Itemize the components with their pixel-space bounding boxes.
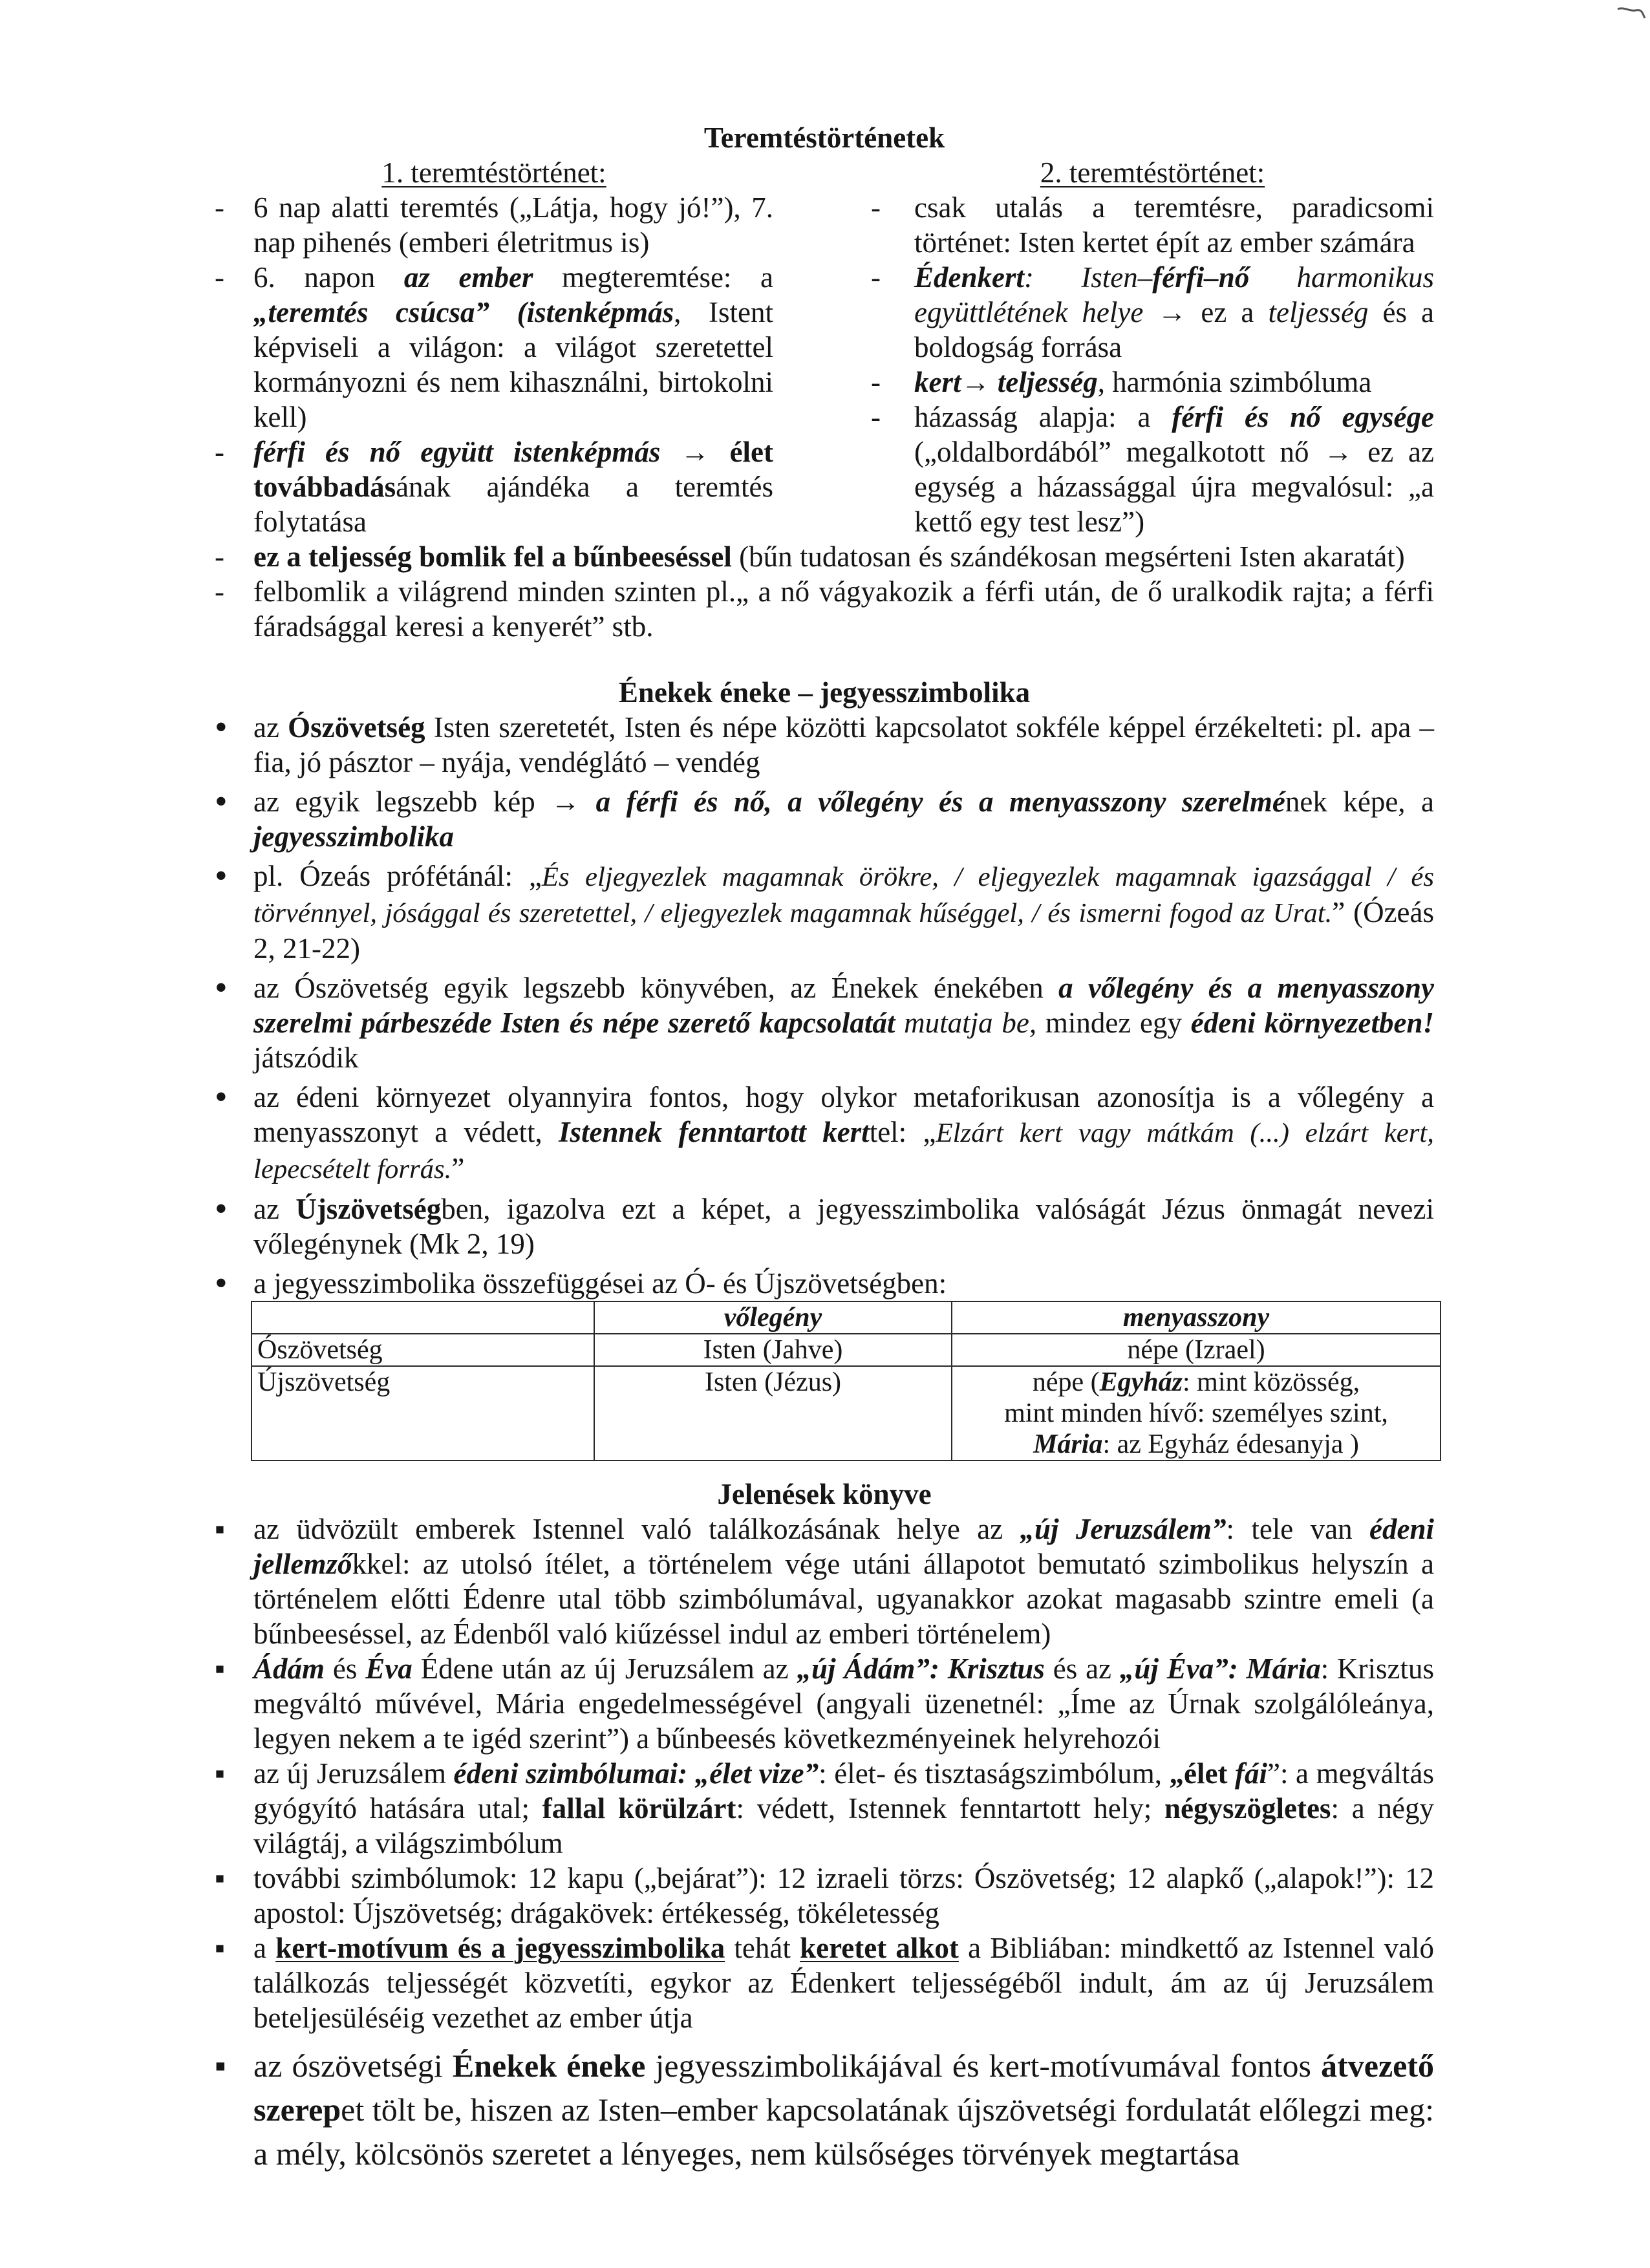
text-run: Elzárt kert vagy mátkám (...) elzárt kert, lepecsételt forrás. xyxy=(253,1118,1434,1184)
creation-stories xyxy=(215,155,1434,539)
bullet-marker: • xyxy=(215,707,228,747)
text-run: az üdvözült emberek Istennel való találkozásának helye az xyxy=(253,1513,1020,1545)
bullet-marker: - xyxy=(215,261,224,294)
text-run: csak utalás a teremtésre, paradicsomi történet: Isten kertet épít az ember számára xyxy=(914,191,1434,259)
text-run: kkel: az utolsó ítélet, a történelem vége utáni állapotot bemutató szimbolikus helyszín a történelem előtti Édenre utal több szimbólumával, ugyanakkor azokat magasabb szintre emeli (a bűnbeeséssel, az Édenből való kiűzéssel indul az emberi történelem) xyxy=(253,1548,1434,1650)
list-item xyxy=(215,1512,1434,1651)
text-run: , harmónia szimbóluma xyxy=(1097,366,1372,398)
list-item-text xyxy=(253,1081,1434,1184)
text-run: jegyesszimbolika xyxy=(253,820,454,853)
text-run: „élet vize” xyxy=(694,1757,819,1790)
list-item-text xyxy=(914,366,1371,398)
text-run: az édeni környezet olyannyira fontos, hogy olykor metaforikusan azonosítja is a vőlegény a menyasszonyt a védett, xyxy=(253,1081,1434,1148)
bullet-marker: • xyxy=(215,782,228,822)
text-run: Istennek fenntartott kert xyxy=(559,1116,870,1148)
bullet-marker: - xyxy=(871,191,881,224)
list-item-text xyxy=(253,191,773,259)
text-run: felbomlik a világrend minden szinten pl.„ a nő vágyakozik a férfi után, de ő uralkodik rajta; a férfi fáradsággal keresi a kenyerét” stb. xyxy=(253,575,1434,643)
text-run: ez a teljesség bomlik fel a bűnbeeséssel xyxy=(253,540,732,573)
text-run: népe ( xyxy=(1032,1367,1100,1397)
bullet-marker: • xyxy=(215,856,228,896)
list-item xyxy=(215,1077,1434,1187)
text-run: Ószövetség xyxy=(288,711,425,744)
text-run: a jegyesszimbolika összefüggései az Ó- és Újszövetségben: xyxy=(253,1267,947,1300)
table-row xyxy=(252,1366,1441,1460)
text-run: édeni környezetben! xyxy=(1190,1007,1434,1039)
bullet-marker: ▪ xyxy=(215,2048,226,2084)
bullet-marker: - xyxy=(871,401,881,433)
text-run: pl. Ózeás prófétánál: „ xyxy=(253,860,542,892)
row-label-old-testament: Ószövetség xyxy=(252,1334,594,1366)
list-item-text xyxy=(253,261,773,433)
list-item-text xyxy=(253,711,1434,778)
section-heading-revelation: Jelenések könyve xyxy=(717,1478,932,1510)
list-item-text xyxy=(253,786,1434,853)
text-run: ”: a megváltás gyógyító hatására utal; xyxy=(253,1757,1435,1824)
bridal-symbolism-table xyxy=(251,1301,1441,1461)
bullet-marker: ▪ xyxy=(215,1653,225,1685)
list-item-text xyxy=(253,2048,1434,2172)
text-run: édeni jellemző xyxy=(253,1513,1434,1580)
bride-cell xyxy=(952,1366,1441,1460)
bullet-marker: - xyxy=(215,575,224,608)
list-item-text xyxy=(914,401,1434,538)
text-run: „teremtés csúcsa” (istenképmás xyxy=(253,296,674,328)
text-run: ben, igazolva ezt a képet, a jegyesszimbolika valóságát Jézus önmagát nevezi vőlegénynek (Mk 2, 19) xyxy=(253,1193,1434,1260)
bullet-marker: - xyxy=(215,436,224,468)
list-item xyxy=(871,365,1434,400)
groom-cell: Isten (Jézus) xyxy=(594,1366,952,1460)
text-run: Éva xyxy=(365,1653,412,1685)
text-run: nek képe, a xyxy=(1285,786,1434,818)
bullet-marker: - xyxy=(871,261,881,294)
text-run: kert-motívum és a jegyesszimbolika xyxy=(275,1932,725,1964)
text-run: a vőlegény és a menyasszony szerelmi párbeszéde Isten és népe szerető kapcsolatát xyxy=(253,972,1434,1039)
list-item xyxy=(215,260,773,434)
text-run: Mária xyxy=(1033,1429,1103,1459)
list-item xyxy=(215,2044,1434,2176)
text-run: az egyik legszebb kép → xyxy=(253,786,596,818)
text-run: teljesség xyxy=(1268,296,1369,328)
list-item xyxy=(215,1263,1434,1303)
list-item xyxy=(215,574,1434,644)
creation-story-2-list xyxy=(871,190,1434,539)
text-run: a xyxy=(253,1932,276,1964)
text-run: : Isten– xyxy=(1024,261,1153,294)
text-run: és a boldogság forrása xyxy=(914,296,1434,363)
list-item-text xyxy=(253,1513,1434,1650)
list-item xyxy=(871,260,1434,365)
text-run: ” (Ózeás 2, 21-22) xyxy=(253,896,1434,965)
list-item xyxy=(215,970,1434,1075)
bullet-marker: ▪ xyxy=(215,1932,225,1964)
text-run: átvezető szerep xyxy=(253,2048,1434,2128)
list-item xyxy=(215,1931,1434,2035)
table-corner-cell xyxy=(252,1301,594,1334)
text-run: játszódik xyxy=(253,1042,359,1074)
scan-mark xyxy=(1616,4,1646,21)
text-run: harmonikus együttlétének helye xyxy=(914,261,1434,328)
text-run: az Ószövetség egyik legszebb könyvében, az Énekek énekében xyxy=(253,972,1059,1004)
text-run: → xyxy=(660,436,730,468)
document-content xyxy=(215,120,1434,2176)
list-item-text xyxy=(253,1757,1434,1859)
creation-story-1-list xyxy=(215,190,773,539)
column-header-groom: vőlegény xyxy=(594,1301,952,1334)
text-run xyxy=(687,1757,695,1790)
column-heading-1: 1. teremtéstörténet: xyxy=(381,156,606,189)
bullet-marker: - xyxy=(215,191,224,224)
bullet-marker: • xyxy=(215,968,228,1008)
text-run: 6. napon xyxy=(253,261,404,294)
bullet-marker: - xyxy=(215,540,224,573)
text-run: megteremtése: a xyxy=(533,261,773,294)
list-item xyxy=(215,784,1434,854)
text-run: ” xyxy=(451,1152,465,1184)
text-run: mindez egy xyxy=(1036,1007,1191,1039)
text-run: és az xyxy=(1044,1653,1120,1685)
song-of-songs-list xyxy=(215,707,1435,1303)
text-run: , Istent képviseli a világon: a világot szeretettel kormányozni és nem kihasználni, birtokolni kell) xyxy=(253,296,773,433)
text-run: az xyxy=(253,1193,296,1225)
list-item-text xyxy=(253,1932,1434,2034)
creation-story-1 xyxy=(215,155,773,539)
bullet-marker: • xyxy=(215,1077,228,1117)
bullet-marker: - xyxy=(871,366,881,398)
list-item xyxy=(215,190,773,260)
text-run: (bűn tudatosan és szándékosan megsérteni Isten akaratát) xyxy=(731,540,1405,573)
table-row xyxy=(252,1334,1441,1366)
list-item xyxy=(215,1651,1434,1756)
text-run: Isten szeretetét, Isten és népe közötti kapcsolatot sokféle képpel érzékelteti: pl. apa – fia, jó pásztor – nyája, vendéglátó – vendég xyxy=(253,711,1434,778)
fall-list xyxy=(215,539,1434,644)
text-run: négyszögletes xyxy=(1164,1792,1331,1824)
list-item-text xyxy=(253,1267,947,1300)
text-run: tehát xyxy=(725,1932,800,1964)
text-run: az ószövetségi xyxy=(253,2048,453,2084)
text-run: Énekek éneke xyxy=(452,2048,646,2084)
list-item xyxy=(215,1189,1434,1261)
list-item-text xyxy=(914,261,1434,363)
bullet-marker: ▪ xyxy=(215,1757,225,1790)
text-run: férfi és nő egysége xyxy=(1172,401,1434,433)
text-run: → ez a xyxy=(1143,296,1269,328)
list-item xyxy=(215,707,1434,780)
list-item xyxy=(215,1756,1434,1861)
text-run: : élet- és tisztaságszimbólum, xyxy=(819,1757,1170,1790)
text-run: férfi és nő együtt istenképmás xyxy=(253,436,661,468)
text-run: a férfi és nő, a vőlegény és a menyasszony szerelmé xyxy=(595,786,1285,818)
column-heading-2: 2. teremtéstörténet: xyxy=(1040,156,1265,189)
text-run: („oldalbordából” megalkotott nő → ez az egység a házassággal újra megvalósul: „a kettő egy test lesz”) xyxy=(914,436,1434,538)
list-item-text xyxy=(253,540,1405,573)
row-label-new-testament: Újszövetség xyxy=(252,1366,594,1460)
text-run: „új Jeruzsálem” xyxy=(1020,1513,1227,1545)
text-run: 6 nap alatti teremtés („Látja, hogy jó!”), 7. nap pihenés (emberi életritmus is) xyxy=(253,191,773,259)
list-item xyxy=(215,434,773,539)
text-run: további szimbólumok: 12 kapu („bejárat”): 12 izraeli törzs: Ószövetség; 12 alapkő („alapok!”): 12 apostol: Újszövetség; drágakövek: értékesség, tökéletesség xyxy=(253,1862,1434,1929)
bullet-marker: ▪ xyxy=(215,1862,225,1894)
text-run: mutatja be, xyxy=(895,1007,1037,1039)
text-run: fallal körülzárt xyxy=(542,1792,736,1824)
text-run: keretet alkot xyxy=(800,1932,959,1964)
text-run: ának ajándéka a teremtés folytatása xyxy=(253,471,773,538)
list-item-text xyxy=(253,1653,1434,1755)
text-run: : mint közösség, mint minden hívő: személyes szint, xyxy=(1004,1367,1388,1428)
list-item-text xyxy=(253,1862,1434,1929)
groom-cell: Isten (Jahve) xyxy=(594,1334,952,1366)
text-run: az xyxy=(253,711,288,744)
text-run: fái xyxy=(1235,1757,1268,1790)
text-run: : a négy világtáj, a világszimbólum xyxy=(253,1792,1434,1859)
text-run: Egyház xyxy=(1099,1367,1183,1397)
text-run: És eljegyezlek magamnak örökre, / eljegyezlek magamnak igazsággal / és törvénnyel, jósággal és szeretettel, / eljegyezlek magamnak hűséggel, / és ismerni fogod az Urat. xyxy=(253,862,1435,928)
list-item xyxy=(871,190,1434,260)
text-run: kert→ teljesség xyxy=(914,366,1098,398)
section-heading-song-of-songs: Énekek éneke – jegyesszimbolika xyxy=(618,676,1031,709)
bullet-marker: • xyxy=(215,1189,228,1229)
text-run: a Bibliában: mindkettő az Istennel való találkozás teljességét közvetíti, egykor az Édenkert teljességéből indult, ám az új Jeruzsálem beteljesüléséig vezethet az ember útja xyxy=(253,1932,1434,2034)
text-run: az új Jeruzsálem xyxy=(253,1757,454,1790)
list-item xyxy=(215,1861,1434,1931)
list-item-text xyxy=(253,1193,1434,1260)
text-run: Ádám xyxy=(253,1653,325,1685)
list-item xyxy=(215,856,1435,966)
text-run: az ember xyxy=(403,261,533,294)
text-run: : védett, Istennek fenntartott hely; xyxy=(736,1792,1165,1824)
text-run: házasság alapja: a xyxy=(914,401,1172,433)
text-run: Újszövetség xyxy=(295,1193,442,1225)
list-item-text xyxy=(253,575,1434,643)
creation-story-2 xyxy=(871,155,1434,539)
page-title: Teremtéstörténetek xyxy=(703,122,945,154)
bullet-marker: ▪ xyxy=(215,1513,225,1545)
text-run: jegyesszimbolikájával és kert-motívumával fontos xyxy=(645,2048,1322,2084)
text-run: et tölt be, hiszen az Isten–ember kapcsolatának újszövetségi fordulatát előlegzi meg: a mély, kölcsönös szeretet a lényeges, nem külsőséges törvények megtartása xyxy=(253,2091,1434,2172)
column-header-bride: menyasszony xyxy=(952,1301,1441,1334)
text-run: Édene után az új Jeruzsálem az xyxy=(412,1653,797,1685)
text-run: „új Éva”: Mária xyxy=(1119,1653,1321,1685)
text-run: és xyxy=(325,1653,366,1685)
text-run: : tele van xyxy=(1226,1513,1370,1545)
list-item xyxy=(871,400,1434,539)
list-item-text xyxy=(253,972,1434,1074)
text-run: férfi–nő xyxy=(1152,261,1250,294)
text-run: édeni szimbólumai: xyxy=(453,1757,688,1790)
revelation-list xyxy=(215,1512,1434,2176)
text-run: élet továbbadás xyxy=(253,436,773,503)
list-item xyxy=(215,539,1434,574)
text-run: „élet xyxy=(1169,1757,1236,1790)
text-run: tel: „ xyxy=(869,1116,936,1148)
list-item-text xyxy=(914,191,1434,259)
table-header-row xyxy=(252,1301,1441,1334)
bullet-marker: • xyxy=(215,1263,228,1303)
text-run: : Krisztus megváltó művével, Mária engedelmességével (angyali üzenetnél: „Íme az Úrnak szolgálóleánya, legyen nekem a te igéd szerint”) a bűnbeesés következményeinek helyrehozói xyxy=(253,1653,1434,1755)
text-run: Édenkert xyxy=(914,261,1025,294)
text-run: „új Ádám”: Krisztus xyxy=(797,1653,1045,1685)
bride-cell: népe (Izrael) xyxy=(952,1334,1441,1366)
list-item-text xyxy=(253,436,773,538)
text-run: : az Egyház édesanyja ) xyxy=(1102,1429,1359,1459)
list-item-text xyxy=(253,860,1434,965)
